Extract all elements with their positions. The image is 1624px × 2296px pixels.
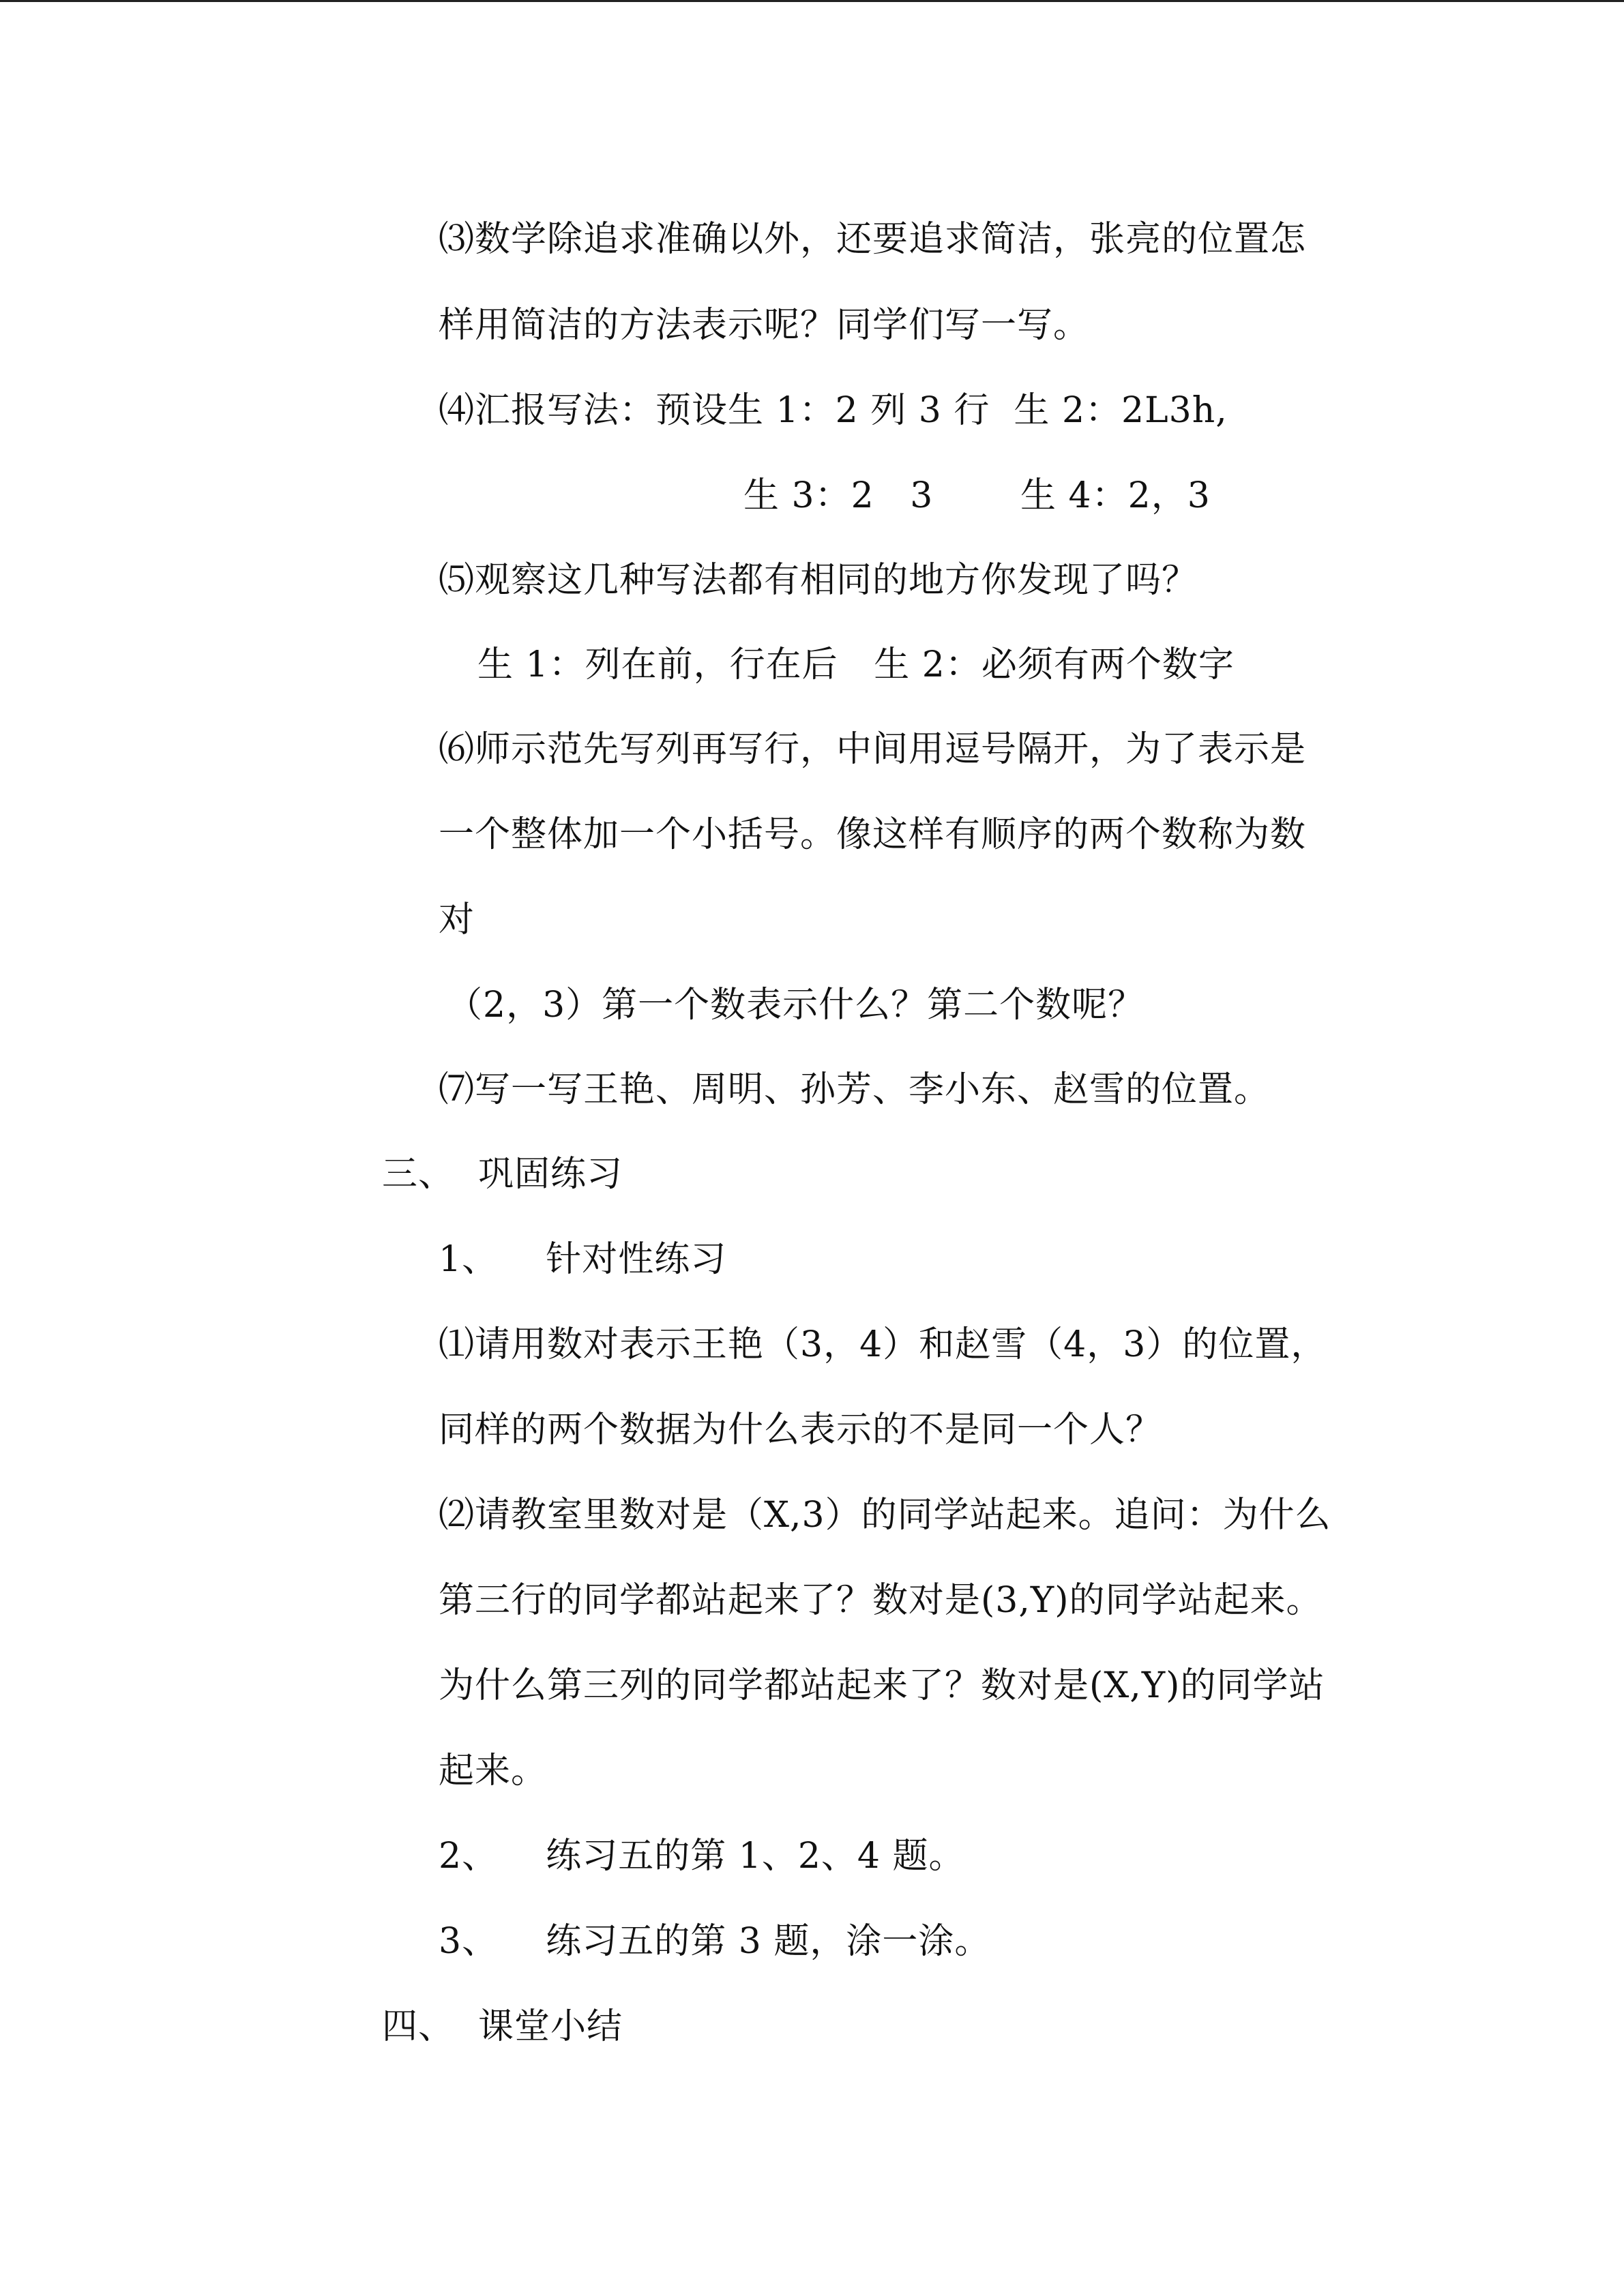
text-line-step-4: ⑷汇报写法：预设生 1：2 列 3 行 生 2：2L3h, [439, 390, 1228, 431]
text-line-exercise-1: 1、 针对性练习 [439, 1239, 727, 1280]
text-line-exercise-3: 3、 练习五的第 3 题，涂一涂。 [439, 1921, 991, 1962]
section-heading-summary: 四、 课堂小结 [382, 2006, 623, 2047]
text-line-exercise-1-q2-cont2: 为什么第三列的同学都站起来了？数对是(X,Y)的同学站 [439, 1665, 1325, 1706]
text-line-step-6: ⑹师示范先写列再写行，中间用逗号隔开，为了表示是 [439, 729, 1307, 770]
text-line-exercise-2: 2、 练习五的第 1、2、4 题。 [439, 1836, 965, 1877]
text-line-student-3: 生 3：2 3 [743, 475, 934, 516]
text-line-student-answers: 生 1：列在前，行在后 生 2：必须有两个数字 [477, 644, 1235, 685]
text-line-exercise-1-q2-cont1: 第三行的同学都站起来了？数对是(3,Y)的同学站起来。 [439, 1580, 1323, 1621]
text-line-step-3-cont: 样用简洁的方法表示呢？同学们写一写。 [439, 305, 1090, 346]
text-line-student-4: 生 4：2，3 [1020, 475, 1211, 516]
text-line-exercise-1-q2-end: 起来。 [439, 1750, 548, 1791]
text-line-step-3: ⑶数学除追求准确以外，还要追求简洁，张亮的位置怎 [439, 219, 1307, 260]
text-line-question: （2，3）第一个数表示什么？第二个数呢？ [447, 985, 1145, 1026]
text-line-exercise-1-q2: ⑵请教室里数对是（X,3）的同学站起来。追问：为什么 [439, 1495, 1331, 1536]
text-line-step-6-cont: 一个整体加一个小括号。像这样有顺序的两个数称为数 [439, 814, 1307, 855]
text-line-exercise-1-q1-cont: 同样的两个数据为什么表示的不是同一个人？ [439, 1410, 1162, 1450]
text-line-step-7: ⑺写一写王艳、周明、孙芳、李小东、赵雪的位置。 [439, 1069, 1271, 1110]
text-line-step-6-end: 对 [439, 899, 475, 940]
section-heading-practice: 三、 巩固练习 [382, 1154, 623, 1195]
text-line-exercise-1-q1: ⑴请用数对表示王艳（3，4）和赵雪（4，3）的位置， [439, 1324, 1327, 1365]
text-line-step-5: ⑸观察这几种写法都有相同的地方你发现了吗？ [439, 560, 1198, 601]
